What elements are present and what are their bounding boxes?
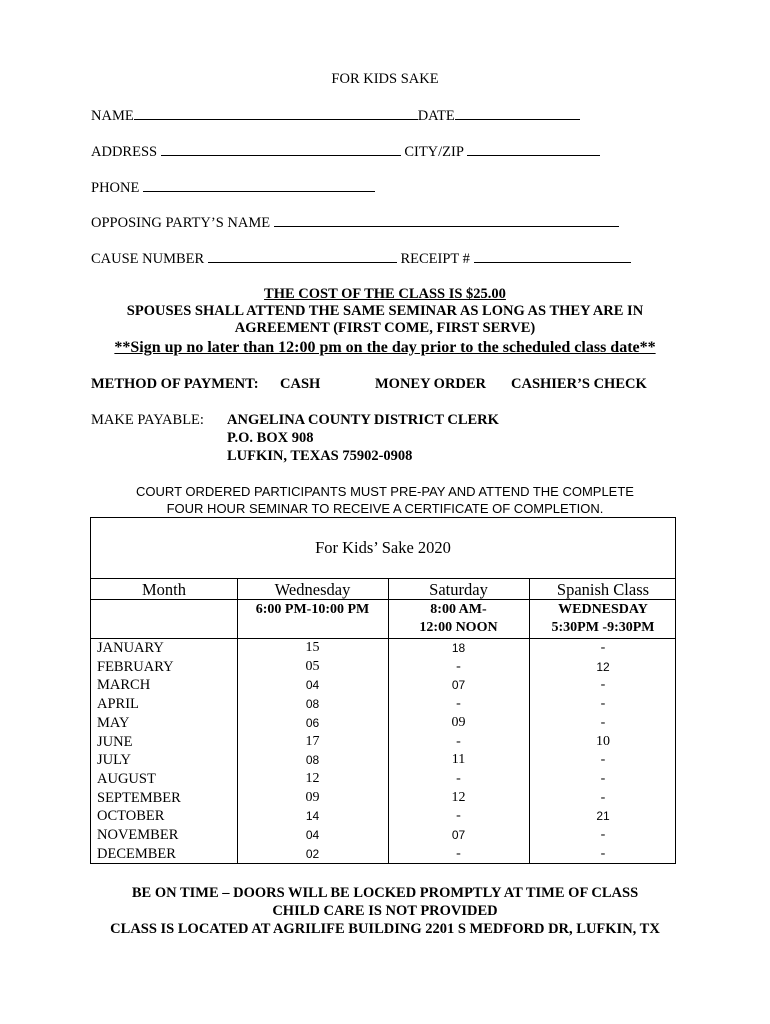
sat-date-cell: 18 bbox=[451, 641, 466, 655]
month-cell: MARCH bbox=[97, 677, 151, 694]
cause-row bbox=[91, 250, 631, 268]
wed-date-cell: 14 bbox=[305, 809, 320, 824]
opposing-field[interactable] bbox=[274, 214, 619, 227]
spa-date-cell: - bbox=[600, 770, 606, 786]
cityzip-label: CITY/ZIP bbox=[404, 144, 464, 160]
address-field[interactable] bbox=[161, 143, 401, 156]
month-cell: AUGUST bbox=[97, 770, 156, 787]
name-field[interactable] bbox=[134, 107, 418, 120]
payable-line-2: P.O. BOX 908 bbox=[227, 430, 314, 446]
col-month-header: Month bbox=[141, 580, 186, 599]
wed-date-cell: 17 bbox=[305, 733, 320, 749]
spa-date-cell: - bbox=[600, 845, 606, 861]
sat-date-cell: - bbox=[456, 733, 461, 749]
wed-date-cell: 12 bbox=[305, 770, 320, 786]
col-spanish-header: Spanish Class bbox=[556, 580, 650, 599]
sat-date-cell: 12 bbox=[451, 789, 466, 805]
opposing-label: OPPOSING PARTY’S NAME bbox=[91, 215, 271, 231]
name-date-row bbox=[91, 107, 580, 125]
spa-date-cell: - bbox=[600, 752, 606, 768]
sat-date-cell: 11 bbox=[451, 752, 466, 768]
sat-date-cell: 07 bbox=[451, 678, 466, 693]
date-field[interactable] bbox=[455, 107, 580, 120]
spouses-notice-2: AGREEMENT (FIRST COME, FIRST SERVE) bbox=[234, 320, 536, 336]
payable-line-3: LUFKIN, TEXAS 75902-0908 bbox=[227, 448, 413, 464]
address-label: ADDRESS bbox=[91, 144, 158, 160]
wed-date-cell: 09 bbox=[305, 789, 320, 805]
signup-notice: **Sign up no later than 12:00 pm on the day prior to the scheduled class date** bbox=[114, 339, 656, 356]
document-title: FOR KIDS SAKE bbox=[331, 71, 439, 87]
spa-date-cell: - bbox=[600, 696, 606, 712]
court-notice-1: COURT ORDERED PARTICIPANTS MUST PRE-PAY AND ATTEND THE COMPLETE bbox=[136, 484, 634, 499]
address-row bbox=[91, 143, 600, 161]
spa-date-cell: 21 bbox=[596, 809, 610, 824]
saturday-time-1: 8:00 AM- bbox=[430, 602, 487, 617]
spa-date-cell: - bbox=[600, 827, 606, 842]
wednesday-time: 6:00 PM-10:00 PM bbox=[255, 602, 370, 617]
cost-notice: THE COST OF THE CLASS IS $25.00 bbox=[264, 286, 506, 302]
spa-date-cell: 12 bbox=[596, 659, 610, 674]
sat-date-cell: - bbox=[456, 845, 461, 861]
spa-date-cell: - bbox=[600, 677, 606, 693]
month-cell: DECEMBER bbox=[97, 845, 176, 862]
spa-date-cell: - bbox=[600, 789, 606, 805]
sat-date-cell: 07 bbox=[451, 828, 466, 842]
payment-label: METHOD OF PAYMENT: bbox=[91, 376, 259, 392]
month-cell: JUNE bbox=[97, 733, 133, 750]
col-wednesday-header: Wednesday bbox=[274, 580, 351, 599]
spanish-time-1: WEDNESDAY bbox=[558, 602, 648, 617]
wed-date-cell: 08 bbox=[305, 753, 320, 768]
payment-money-order: MONEY ORDER bbox=[375, 376, 487, 392]
wed-date-cell: 06 bbox=[305, 715, 320, 730]
footer-line-2: CHILD CARE IS NOT PROVIDED bbox=[272, 903, 498, 919]
payment-cashiers-check: CASHIER’S CHECK bbox=[511, 376, 647, 392]
phone-label: PHONE bbox=[91, 180, 140, 196]
month-cell: JULY bbox=[97, 752, 131, 769]
cause-label: CAUSE NUMBER bbox=[91, 251, 205, 267]
month-cell: MAY bbox=[97, 714, 130, 731]
spanish-time-2: 5:30PM -9:30PM bbox=[551, 620, 655, 635]
payable-line-1: ANGELINA COUNTY DISTRICT CLERK bbox=[227, 412, 499, 428]
spa-date-cell: 10 bbox=[596, 733, 610, 749]
receipt-field[interactable] bbox=[474, 250, 631, 263]
month-cell: APRIL bbox=[97, 696, 139, 713]
divider bbox=[91, 578, 675, 579]
spa-date-cell: - bbox=[600, 640, 606, 655]
spa-date-cell: - bbox=[600, 714, 606, 730]
month-cell: JANUARY bbox=[97, 640, 164, 656]
phone-field[interactable] bbox=[143, 179, 375, 192]
saturday-time-2: 12:00 NOON bbox=[419, 620, 498, 635]
month-cell: OCTOBER bbox=[97, 808, 165, 825]
month-cell: NOVEMBER bbox=[97, 827, 179, 843]
wed-date-cell: 02 bbox=[305, 846, 320, 861]
footer-line-3: CLASS IS LOCATED AT AGRILIFE BUILDING 2201 S MEDFORD DR, LUFKIN, TX bbox=[110, 921, 660, 937]
date-label: DATE bbox=[417, 108, 455, 124]
wed-date-cell: 08 bbox=[305, 697, 320, 712]
receipt-label: RECEIPT # bbox=[400, 251, 470, 267]
wed-date-cell: 04 bbox=[305, 828, 320, 842]
spouses-notice-1: SPOUSES SHALL ATTEND THE SAME SEMINAR AS LONG AS THEY ARE IN bbox=[126, 303, 644, 319]
sat-date-cell: - bbox=[456, 658, 461, 674]
divider bbox=[91, 638, 675, 639]
cityzip-field[interactable] bbox=[467, 143, 600, 156]
col-saturday-header: Saturday bbox=[429, 580, 488, 599]
schedule-table bbox=[90, 517, 676, 864]
court-notice-2: FOUR HOUR SEMINAR TO RECEIVE A CERTIFICATE OF COMPLETION. bbox=[166, 501, 604, 516]
payment-cash: CASH bbox=[280, 376, 321, 392]
opposing-row bbox=[91, 214, 619, 232]
schedule-title: For Kids’ Sake 2020 bbox=[315, 538, 451, 557]
month-cell: SEPTEMBER bbox=[97, 789, 181, 806]
phone-row bbox=[91, 179, 375, 197]
sat-date-cell: - bbox=[456, 770, 461, 786]
wed-date-cell: 15 bbox=[305, 640, 320, 655]
sat-date-cell: 09 bbox=[451, 714, 466, 730]
footer-line-1: BE ON TIME – DOORS WILL BE LOCKED PROMPTLY AT TIME OF CLASS bbox=[131, 885, 639, 901]
wed-date-cell: 04 bbox=[305, 678, 320, 693]
wed-date-cell: 05 bbox=[305, 658, 320, 674]
payable-label: MAKE PAYABLE: bbox=[91, 412, 204, 428]
month-cell: FEBRUARY bbox=[97, 658, 174, 675]
sat-date-cell: - bbox=[456, 696, 461, 712]
name-label: NAME bbox=[91, 108, 134, 124]
cause-field[interactable] bbox=[208, 250, 397, 263]
sat-date-cell: - bbox=[456, 808, 461, 824]
